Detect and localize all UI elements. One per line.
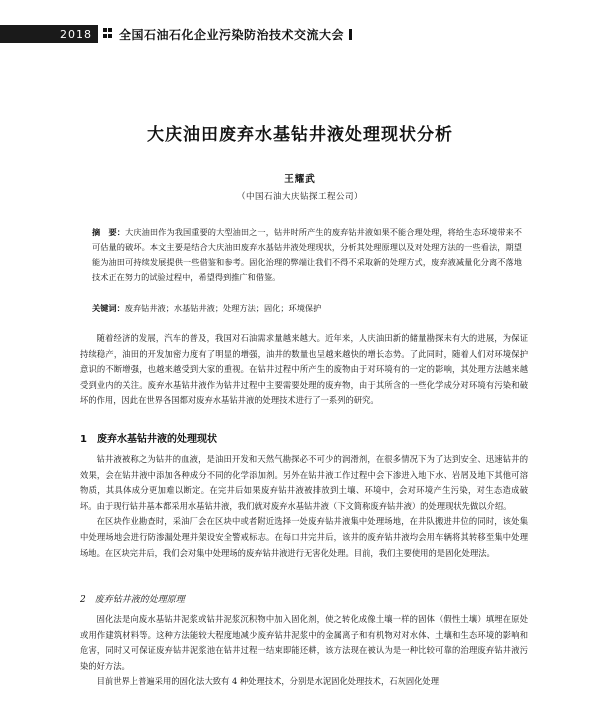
section-2-body — [80, 612, 528, 690]
introduction — [80, 331, 528, 409]
keywords — [92, 301, 522, 315]
abstract-text: 大庆油田作为我国重要的大型油田之一，钻井时所产生的废弃钻井液如果不能合理处理，将给生态环境带来不可估量的破坏。本文主要是结合大庆油田废弃水基钻井液处理现状，分析其处理原理以及对处理方法的一些看法，期望能为油田可持续发展提供一些借鉴和参考。固化治理的弊端让我们不得不采取新的处理方式，废弃液减量化分离不落地技术正在努力的试验过程中，希望得到推广和借鉴。 — [92, 227, 522, 282]
section-1-paragraph-2: 在区块作业勘查时，采油厂会在区块中或者附近选择一处废弃钻井液集中处理场地，在井队搬进井位的同时，该处集中处理场地会进行防渗漏处理并架设安全警戒标志。在每口井完井后，该井的废弃钻井液均会用车辆将其转移至集中处理场地。在区块完井后，我们会对集中处理场的废弃钻井液进行无害化处理。目前，我们主要使用的是固化处理法。 — [80, 516, 528, 558]
section-2-paragraph-2: 目前世界上普遍采用的固化法大致有 4 种处理技术，分别是水泥固化处理技术，石灰固化处理 — [96, 676, 440, 687]
running-header — [0, 24, 600, 44]
bullet-icon — [103, 28, 113, 40]
keywords-text: 废弃钻井液；水基钻井液；处理方法；固化；环境保护 — [124, 303, 322, 313]
section-1-heading: 1 废弃水基钻井液的处理现状 — [80, 434, 217, 445]
section-2-paragraph-1: 固化法是向废水基钻井泥浆或钻井泥浆沉积物中加入固化剂，使之转化成像土壤一样的固体（假性土壤）填埋在原处或用作建筑材料等。这种方法能较大程度地减少废弃钻井泥浆中的金属离子和有机物对对水体、土壤和生态环境的影响和危害，同时又可保证废弃钻井泥浆池在钻井过程一结束即能还耕，该方法现在被认为是一种比较可靠的治理废弃钻井液污染的好方法。 — [80, 614, 528, 671]
abstract-label: 摘 要： — [92, 227, 126, 237]
author-name: 王耀武 — [284, 174, 316, 185]
header-end-mark — [349, 29, 352, 40]
section-1-body — [80, 452, 528, 561]
intro-paragraph: 随着经济的发展，汽车的普及，我国对石油需求量越来越大。近年来，人庆油田新的储量勘探未有大的进展，为保证持续稳产，油田的开发加密力度有了明显的增强，油井的数量也呈越来越快的增长态势。了此同时，随着人们对环境保护意识的不断增强，也越来越受到大家的重视。在钻井过程中所产生的废物由于对环境有的一定的影响，其处理方法越来越受到业内的关注。废弃水基钻井液作为钻井过程中主要需要处理的废弃物，由于其所含的一些化学成分对环境有污染和破坏的作用，因此在世界各国都对废弃水基钻井液的处理技术进行了一系列的研究。 — [80, 333, 528, 406]
paper-title: 大庆油田废弃水基钻井液处理现状分析 — [147, 125, 453, 145]
conference-name: 全国石油石化企业污染防治技术交流大会 — [119, 27, 345, 42]
abstract — [92, 225, 522, 285]
year-badge: 2018 — [0, 25, 98, 43]
keywords-label: 关键词： — [92, 303, 125, 313]
section-2-heading: 2 废弃钻井液的处理原理 — [80, 595, 185, 605]
section-1-paragraph-1: 钻井液被称之为钻井的血液，是油田开发和天然气勘探必不可少的润滑剂，在很多情况下为了达到安全、迅速钻井的效果，会在钻井液中添加各种成分不同的化学添加剂。另外在钻井液工作过程中会下渗进入地下水、岩屑及地下其他可溶物质，其具体成分更加难以断定。在完井后如果废弃钻井液被排放到土壤、环境中，会对环境产生污染，对生态造成破坏。由于现行钻井基本都采用水基钻井液，我们就对废弃水基钻井液（下文简称废弃钻井液）的处理现状先做以介绍。 — [80, 454, 528, 511]
author-affiliation: （中国石油大庆钻探工程公司） — [236, 192, 363, 202]
